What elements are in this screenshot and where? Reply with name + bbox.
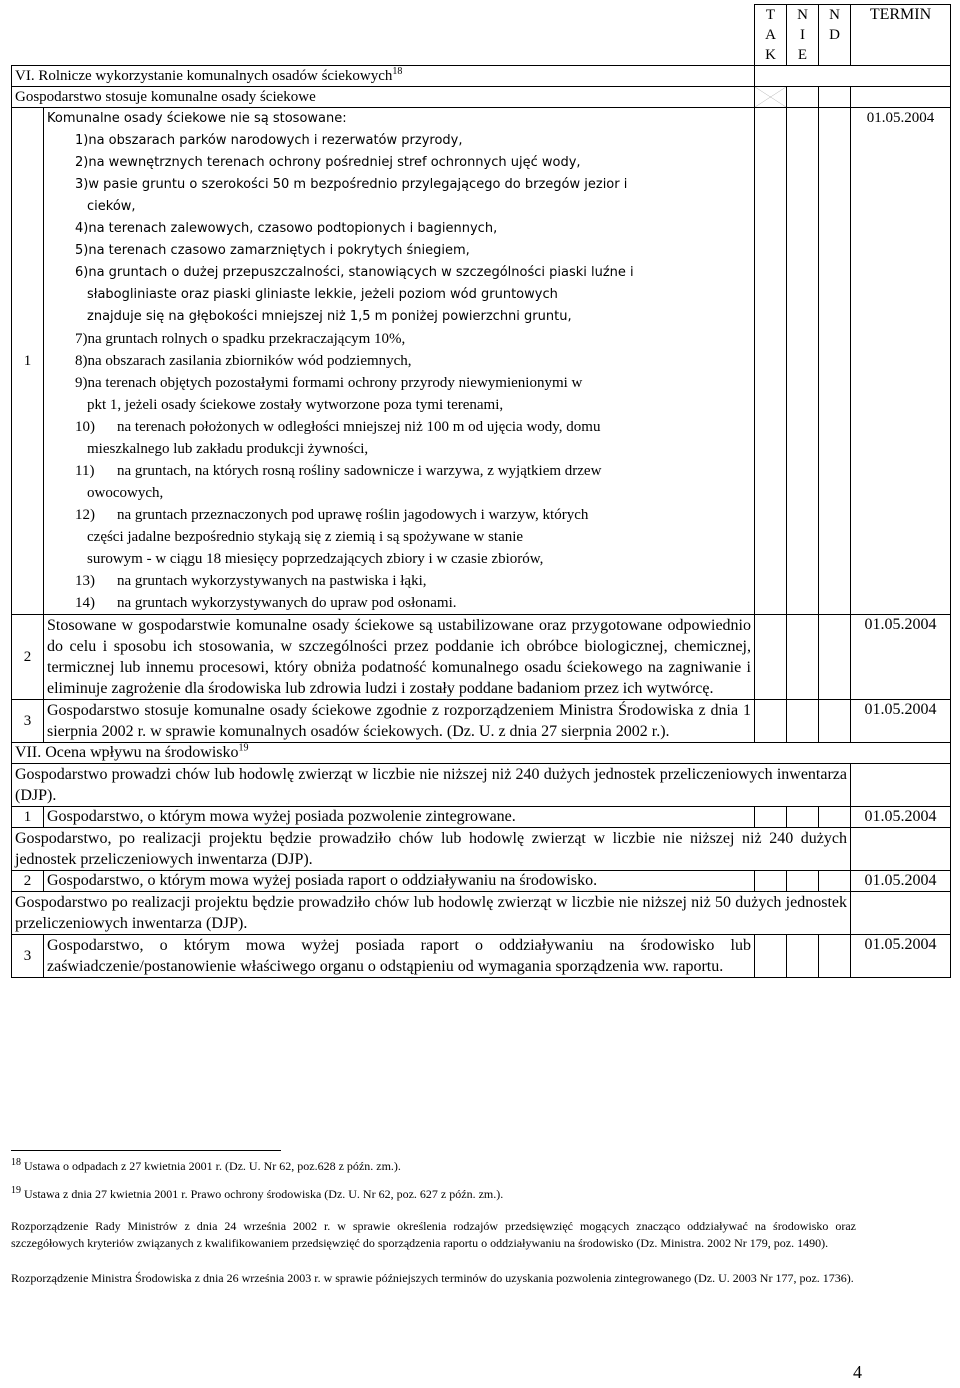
row-text: Gospodarstwo stosuje komunalne osady ściekowe zgodnie z rozporządzeniem Ministra Środowiska z dnia 1 sierpnia 2002 r. w sprawie komunalnych osadów ściekowych. (Dz. U. z dnia 27 sierpnia 2002 r.).: [44, 700, 755, 743]
list-item: 9)na terenach objętych pozostałymi formami ochrony przyrody niewymienionymi w: [75, 375, 583, 391]
nd-checkbox[interactable]: [819, 807, 851, 828]
row-lead: Komunalne osady ściekowe nie są stosowane:: [47, 111, 347, 126]
section-vi-title-row: [12, 66, 951, 87]
section-vi-row-1: [12, 108, 951, 615]
list-item: 6)na gruntach o dużej przepuszczalności, stanowiących w szczególności piaski luźne i: [75, 265, 634, 280]
footnote-note-2: Rozporządzenie Ministra Środowiska z dnia 26 września 2003 r. w sprawie późniejszych terminów do uzyskania pozwolenia zintegrowanego (Dz. U. 2003 Nr 177, poz. 1736).: [11, 1271, 854, 1285]
list-item: części jadalne bezpośrednio stykają się z ziemią i są spożywane w stanie: [87, 529, 524, 545]
row-text: Gospodarstwo, o którym mowa wyżej posiada raport o oddziaływaniu na środowisko.: [44, 871, 755, 892]
list-item: 2)na wewnętrznych terenach ochrony pośredniej stref ochronnych ujęć wody,: [75, 155, 581, 170]
list-item: 4)na terenach zalewowych, czasowo podtopionych i bagiennych,: [75, 221, 498, 236]
tak-checkbox[interactable]: [755, 871, 787, 892]
nie-checkbox[interactable]: [787, 108, 819, 615]
section-vii-row-2: [12, 871, 951, 892]
footnote-note-1: Rozporządzenie Rady Ministrów z dnia 24 września 2002 r. w sprawie określenia rodzajów przedsięwzięć mogących znacząco oddziaływać na środowisko oraz szczegółowych kryteriów związanych z kwalifikowaniem przedsięwzięć do sporządzenia raportu o oddziaływaniu na środowisko (Dz. Ministra. 2002 Nr 179, poz. 1490).: [11, 1219, 856, 1250]
row-number: 2: [12, 871, 44, 892]
section-vii-intro-3-row: [12, 892, 951, 935]
nd-checkbox[interactable]: [819, 615, 851, 700]
list-item: 10) na terenach położonych w odległości mniejszej niż 100 m od ujęcia wody, domu: [75, 419, 601, 435]
list-item: 3)w pasie gruntu o szerokości 50 m bezpośrednio przylegającego do brzegów jezior i: [75, 177, 628, 192]
termin-date: 01.05.2004: [851, 615, 951, 700]
section-vi-row-2: [12, 615, 951, 700]
list-item: 5)na terenach czasowo zamarzniętych i pokrytych śniegiem,: [75, 243, 470, 258]
section-vii-intro-1: Gospodarstwo prowadzi chów lub hodowlę zwierząt w liczbie nie niższej niż 240 dużych jednostek przeliczeniowych inwentarza (DJP).: [12, 764, 851, 807]
nie-checkbox[interactable]: [787, 871, 819, 892]
cross-box: [819, 87, 851, 108]
list-item: 11) na gruntach, na których rosną rośliny sadownicze i warzywa, z wyjątkiem drzew: [75, 463, 602, 479]
section-vii-row-3: [12, 935, 951, 978]
termin-date: 01.05.2004: [851, 871, 951, 892]
tak-checkbox[interactable]: [755, 935, 787, 978]
nd-checkbox[interactable]: [819, 108, 851, 615]
section-vii-title: VII. Ocena wpływu na środowisko: [15, 744, 239, 761]
termin-date: 01.05.2004: [851, 935, 951, 978]
tak-checkbox[interactable]: [755, 807, 787, 828]
termin-date: 01.05.2004: [851, 700, 951, 743]
list-item: znajduje się na głębokości mniejszej niż 1,5 m poniżej powierzchni gruntu,: [87, 309, 572, 324]
nd-checkbox[interactable]: [819, 935, 851, 978]
nie-checkbox[interactable]: [787, 935, 819, 978]
section-vii-intro-2-row: [12, 828, 951, 871]
footnote-ref-19: 19: [238, 742, 249, 754]
section-vii-title-row: [12, 743, 951, 764]
footnote-ref-18: 18: [392, 66, 403, 77]
termin-date: 01.05.2004: [851, 108, 951, 615]
list-item: mieszkalnego lub zakładu produkcji żywności,: [87, 441, 369, 457]
list-item: słabogliniaste oraz piaski gliniaste lekkie, jeżeli poziom wód gruntowych: [87, 287, 558, 302]
footnote-18: $^{18}$ Ustawa o odpadach z 27 kwietnia 2001 r. (Dz. U. Nr 62, poz.628 z późn. zm.).: [11, 1157, 401, 1173]
list-item: owocowych,: [87, 485, 164, 501]
row-text: Gospodarstwo, o którym mowa wyżej posiada raport o oddziaływaniu na środowisko lub zaświadczenie/postanowienie właściwego organu o odstąpieniu od wymagania sporządzenia ww. raportu.: [44, 935, 755, 978]
nd-checkbox[interactable]: [819, 871, 851, 892]
col-nie-header: N I E: [787, 5, 819, 66]
row-text: Stosowane w gospodarstwie komunalne osady ściekowe są ustabilizowane oraz przygotowane odpowiednio do celu i sposobu ich stosowania, w szczególności przez poddanie ich obróbce biologicznej, chemicznej, termicznej lub innemu procesowi, który obniża podatność komunalnego osadu ściekowego na zagniwanie i eliminuje zagrożenie dla środowiska lub zdrowia ludzi i zostały poddane badaniom przez ich wytwórcę.: [44, 615, 755, 700]
section-vi-intro: Gospodarstwo stosuje komunalne osady ściekowe: [12, 87, 755, 108]
footnote-19: $^{19}$ Ustawa z dnia 27 kwietnia 2001 r. Prawo ochrony środowiska (Dz. U. Nr 62, poz. 627 z późn. zm.).: [11, 1185, 504, 1201]
footnote-separator: [11, 1150, 281, 1151]
tak-checkbox[interactable]: [755, 615, 787, 700]
cross-box: [787, 87, 819, 108]
list-item: 8)na obszarach zasilania zbiorników wód podziemnych,: [75, 353, 412, 369]
list-item: 12) na gruntach przeznaczonych pod uprawę roślin jagodowych i warzyw, których: [75, 507, 589, 523]
header-row: [12, 5, 951, 66]
nie-checkbox[interactable]: [787, 615, 819, 700]
row-text: Gospodarstwo, o którym mowa wyżej posiada pozwolenie zintegrowane.: [44, 807, 755, 828]
section-vii-intro-1-row: [12, 764, 951, 807]
list-item: 13) na gruntach wykorzystywanych na pastwiska i łąki,: [75, 573, 427, 589]
col-tak-header: T A K: [755, 5, 787, 66]
row-number: 1: [12, 807, 44, 828]
list-item: surowym - w ciągu 18 miesięcy poprzedzających zbiory i w czasie zbiorów,: [87, 551, 544, 567]
section-vii-row-1: [12, 807, 951, 828]
list-item: 14) na gruntach wykorzystywanych do upraw pod osłonami.: [75, 595, 457, 611]
section-vi-intro-row: [12, 87, 951, 108]
row-text: [44, 108, 755, 615]
row-number: 3: [12, 700, 44, 743]
list-item: cieków,: [87, 199, 136, 214]
tak-checkbox[interactable]: [755, 108, 787, 615]
row-number: 3: [12, 935, 44, 978]
col-nd-header: N D: [819, 5, 851, 66]
row-number: 1: [12, 108, 44, 615]
header-blank: [12, 5, 755, 66]
termin-date: 01.05.2004: [851, 807, 951, 828]
page-number: 4: [853, 1362, 862, 1382]
section-vi-row-3: [12, 700, 951, 743]
col-termin-header: TERMIN: [851, 5, 951, 66]
tak-checkbox[interactable]: [755, 700, 787, 743]
cross-box: [755, 87, 787, 108]
list-item: pkt 1, jeżeli osady ściekowe zostały wytworzone poza tymi terenami,: [87, 397, 504, 413]
cross-box: [851, 87, 951, 108]
list-item: 1)na obszarach parków narodowych i rezerwatów przyrody,: [75, 133, 463, 148]
section-vii-intro-3: Gospodarstwo po realizacji projektu będzie prowadziło chów lub hodowlę zwierząt w liczbie nie niższej niż 50 dużych jednostek przeliczeniowych inwentarza (DJP).: [12, 892, 851, 935]
row-number: 2: [12, 615, 44, 700]
section-vi-title: VI. Rolnicze wykorzystanie komunalnych osadów ściekowych: [15, 68, 393, 84]
nie-checkbox[interactable]: [787, 700, 819, 743]
nie-checkbox[interactable]: [787, 807, 819, 828]
list-item: 7)na gruntach rolnych o spadku przekraczającym 10%,: [75, 331, 406, 347]
checklist-table: [11, 4, 951, 978]
section-vii-intro-2: Gospodarstwo, po realizacji projektu będzie prowadziło chów lub hodowlę zwierząt w liczbie nie niższej niż 240 dużych jednostek przeliczeniowych inwentarza (DJP).: [12, 828, 851, 871]
nd-checkbox[interactable]: [819, 700, 851, 743]
